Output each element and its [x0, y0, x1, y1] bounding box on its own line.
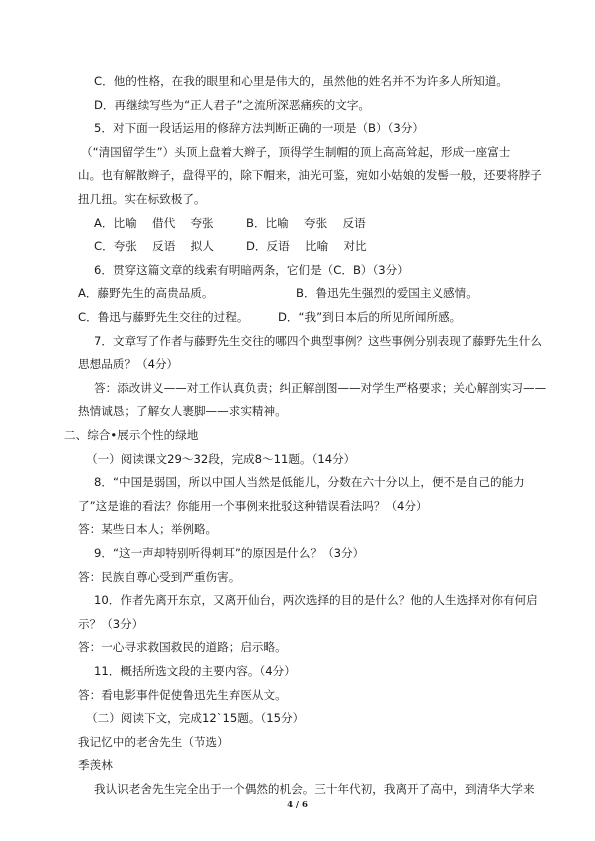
question-5: 5．对下面一段话运用的修辞方法判断正确的一项是（B）（3分）	[94, 121, 424, 136]
article-first-line: 我认识老舍先生完全出于一个偶然的机会。三十年代初，我离开了高中，到清华大学来	[94, 782, 535, 796]
question-10-cont: 示？（3分）	[78, 616, 144, 631]
answer-7: 答：添改讲义——对工作认真负责；纠正解剖图——对学生严格要求；关心解剖实习——	[94, 380, 547, 395]
option-c-text: C．他的性格，在我的眼里和心里是伟大的，虽然他的姓名并不为许多人所知道。	[94, 74, 508, 88]
answer-10: 答：一心寻求救国救民的道路；启示略。	[78, 640, 287, 655]
q5-option-c: C．夸张 反语 拟人	[94, 239, 214, 254]
question-10: 10．作者先离开东京，又离开仙台，两次选择的目的是什么？他的人生选择对你有何启	[94, 593, 538, 608]
question-7-cont: 思想品质？（4分）	[78, 357, 179, 372]
article-title: 我记忆中的老舍先生（节选）	[78, 734, 229, 749]
option-d-text: D．再继续写些为“正人君子”之流所深恶痛疾的文字。	[94, 97, 371, 112]
question-9: 9．“这一声却特别听得刺耳”的原因是什么？（3分）	[94, 546, 365, 560]
subsection-heading: （一）阅读课文29～32段，完成8～11题。（14分）	[86, 451, 356, 466]
section-heading: 二、综合•展示个性的绿地	[64, 428, 199, 442]
passage-line: （“清国留学生”）头顶上盘着大辫子，顶得学生制帽的顶上高高耸起，形成一座富士	[81, 144, 511, 159]
answer-11: 答：看电影事件促使鲁迅先生弃医从文。	[78, 687, 287, 702]
article-author: 季羡林	[78, 758, 113, 773]
q6-option-c: C．鲁迅与藤野先生交往的过程。	[78, 310, 249, 324]
question-11: 11．概括所选文段的主要内容。（4分）	[94, 664, 296, 678]
question-8: 8．“中国是弱国，所以中国人当然是低能儿，分数在六十分以上，便不是自己的能力	[94, 475, 525, 490]
answer-8: 答：某些日本人；举例略。	[78, 522, 218, 537]
answer-9: 答：民族自尊心受到严重伤害。	[78, 569, 241, 584]
subsection-heading: （二）阅读下文，完成12`15题。（15分）	[86, 711, 305, 726]
q5-option-b: B．比喻 夸张 反语	[246, 215, 366, 230]
q6-option-b: B．鲁迅先生强烈的爱国主义感情。	[296, 286, 478, 301]
q6-option-d: D．“我”到日本后的所见所闻所感。	[278, 310, 462, 324]
q6-option-a: A．藤野先生的高贵品质。	[78, 286, 214, 301]
passage-line: 扭几扭。实在标致极了。	[78, 192, 206, 206]
answer-7-cont: 热情诚恳；了解女人裹脚——求实精神。	[78, 404, 287, 419]
q5-option-d: D．反语 比喻 对比	[246, 239, 367, 254]
question-8-cont: 了”这是谁的看法？你能用一个事例来批驳这种错误看法吗？（4分）	[78, 498, 428, 513]
question-7: 7．文章写了作者与藤野先生交往的哪四个典型事例？这些事例分别表现了藤野先生什么	[94, 333, 542, 348]
q5-option-a: A．比喻 借代 夸张	[94, 215, 214, 230]
question-6: 6．贯穿这篇文章的线索有明暗两条，它们是（C．B）（3分）	[94, 262, 409, 277]
passage-line: 山。也有解散辫子，盘得平的，除下帽来，油光可鉴，宛如小姑娘的发髻一般，还要将脖子	[78, 168, 542, 183]
page-number: 4 / 6	[287, 800, 308, 810]
